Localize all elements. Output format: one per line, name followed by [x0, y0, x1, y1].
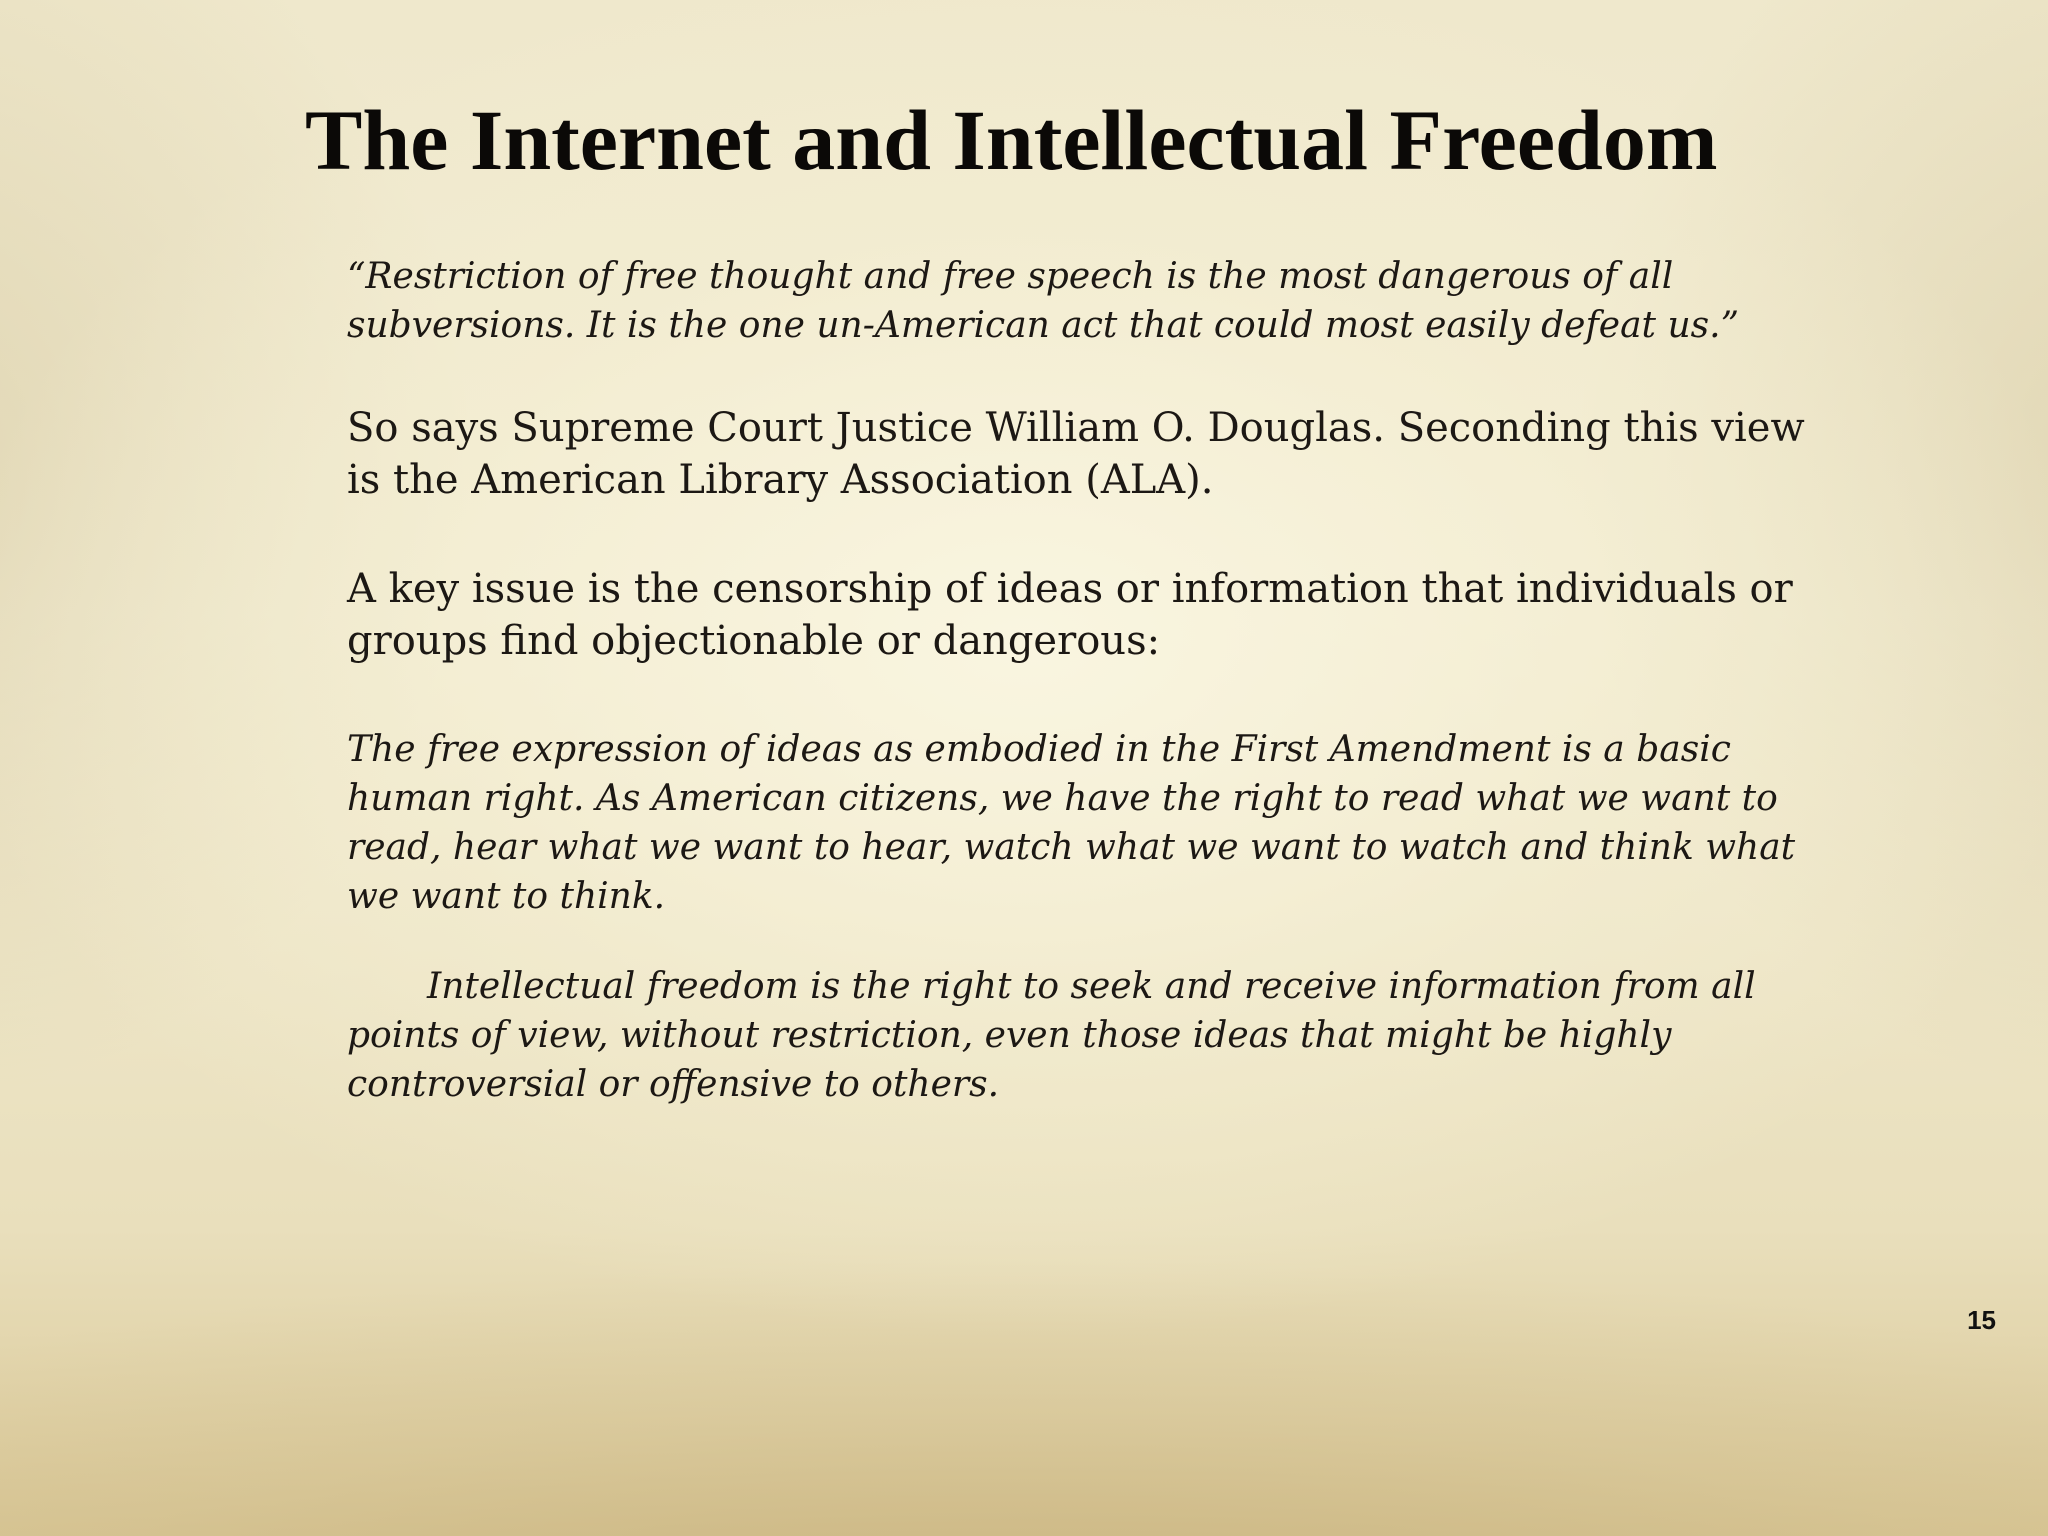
intellectual-freedom-quote: Intellectual freedom is the right to seek and receive information from all points of view, without restriction, even those ideas that might be highly controversial or offensive to others.: [347, 966, 1756, 1105]
slide-title: The Internet and Intellectual Freedom: [305, 92, 1718, 188]
slide-body: [347, 252, 1827, 1109]
douglas-quote: “Restriction of free thought and free speech is the most dangerous of all subversions. It is the one un-American act that could most easily defeat us.”: [347, 256, 1739, 346]
attribution-paragraph: So says Supreme Court Justice William O. Douglas. Seconding this view is the American Library Association (ALA).: [347, 405, 1805, 503]
first-amendment-quote: The free expression of ideas as embodied in the First Amendment is a basic human right. As American citizens, we have the right to read what we want to read, hear what we want to hear, watch what we want to watch and think what we want to think.: [347, 729, 1796, 917]
slide-number: 15: [1967, 1305, 1996, 1335]
key-issue-paragraph: A key issue is the censorship of ideas or information that individuals or groups find objectionable or dangerous:: [347, 566, 1793, 664]
